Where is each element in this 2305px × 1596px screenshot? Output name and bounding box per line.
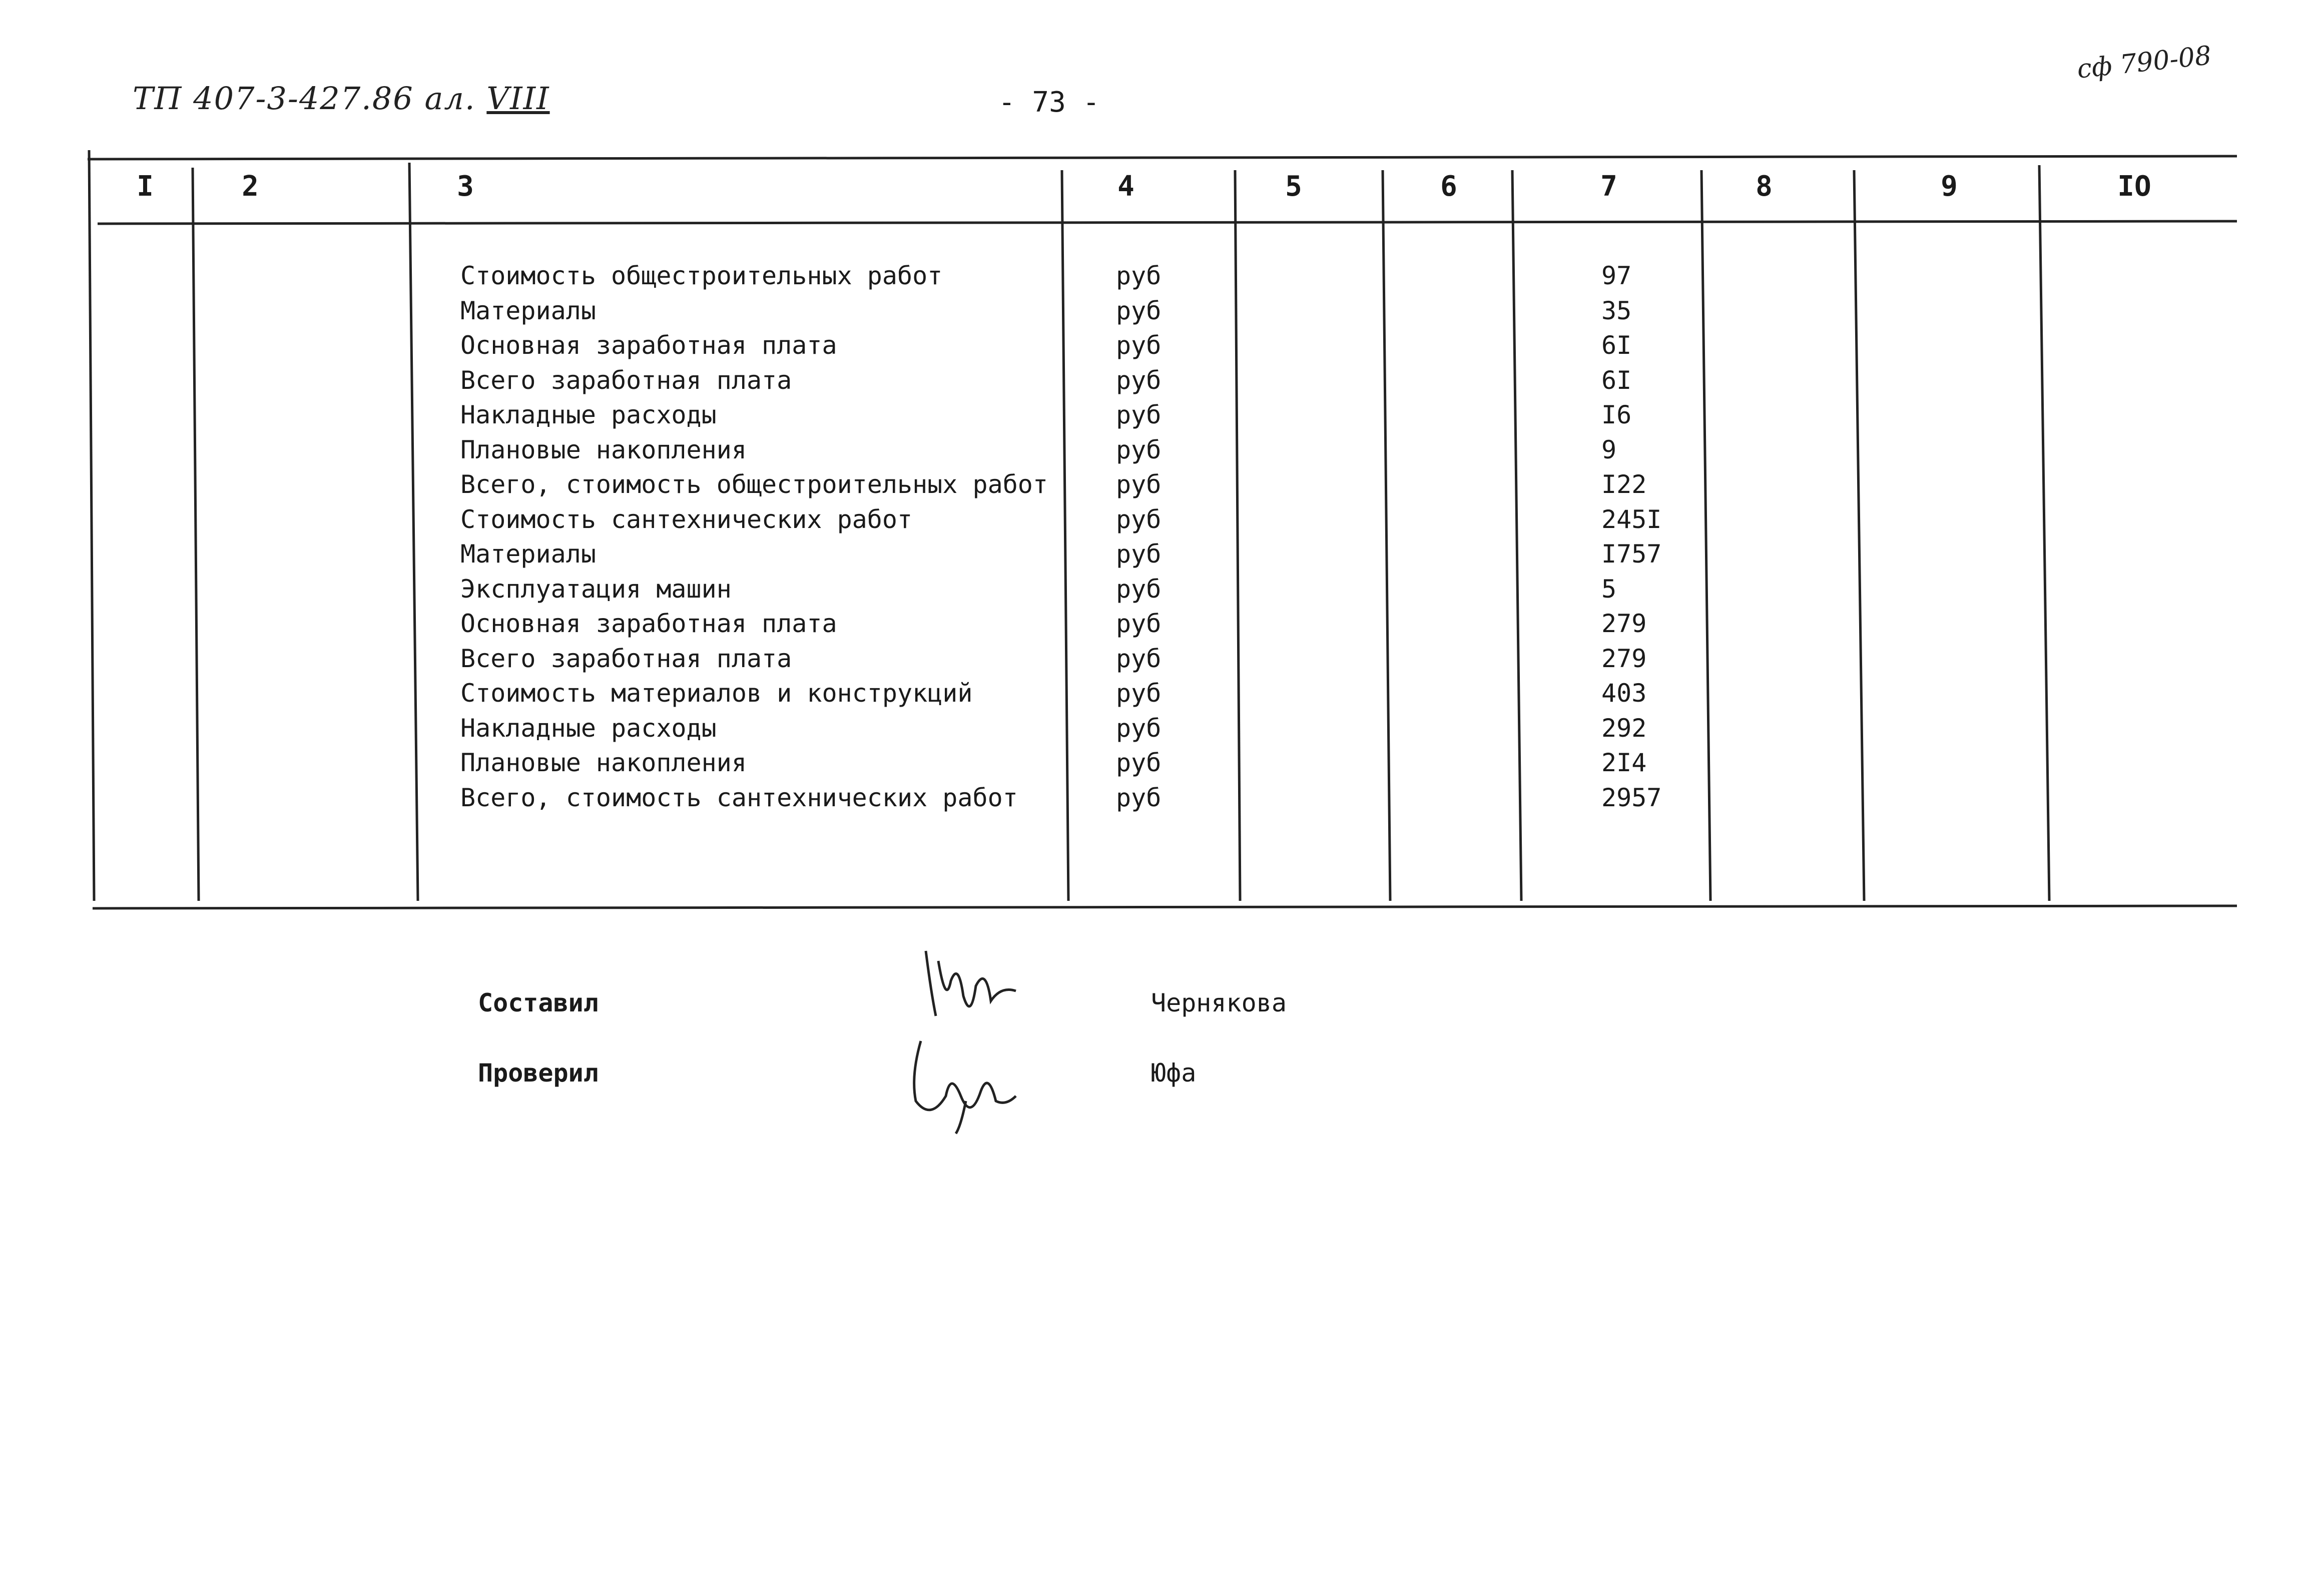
- document-code-roman: VIII: [486, 80, 550, 117]
- row-value: 279: [1601, 609, 1647, 638]
- row-unit: руб: [1116, 366, 1162, 395]
- column-header-8: 8: [1756, 170, 1773, 203]
- row-unit: руб: [1116, 748, 1162, 777]
- row-unit: руб: [1116, 609, 1162, 638]
- row-name: Основная заработная плата: [460, 609, 837, 638]
- column-divider-2: [409, 163, 418, 901]
- row-name: Накладные расходы: [460, 714, 717, 743]
- row-unit: руб: [1116, 679, 1162, 708]
- row-value: 403: [1601, 679, 1647, 708]
- table-left-border: [89, 150, 94, 901]
- compiled-by-name: Чернякова: [1151, 988, 1287, 1017]
- column-divider-1: [193, 168, 199, 901]
- column-header-5: 5: [1285, 170, 1302, 203]
- column-header-10: IO: [2117, 170, 2151, 203]
- row-unit: руб: [1116, 435, 1162, 464]
- column-header-1: I: [137, 170, 154, 203]
- column-divider-5: [1383, 170, 1390, 901]
- row-name: Основная заработная плата: [460, 331, 837, 360]
- compiler-signature: [916, 931, 1026, 1041]
- column-divider-4: [1235, 170, 1240, 901]
- row-unit: руб: [1116, 470, 1162, 499]
- checked-by-name: Юфа: [1151, 1058, 1197, 1088]
- column-header-4: 4: [1117, 170, 1134, 203]
- row-unit: руб: [1116, 296, 1162, 325]
- column-header-7: 7: [1600, 170, 1617, 203]
- table-bottom-border: [93, 906, 2237, 908]
- row-value: 6I: [1601, 366, 1632, 395]
- row-value: I6: [1601, 400, 1632, 429]
- row-value: 97: [1601, 261, 1632, 290]
- row-name: Стоимость сантехнических работ: [460, 505, 913, 534]
- row-unit: руб: [1116, 261, 1162, 290]
- row-value: 2I4: [1601, 748, 1647, 777]
- table-header-border: [98, 221, 2237, 224]
- column-header-6: 6: [1440, 170, 1457, 203]
- row-unit: руб: [1116, 505, 1162, 534]
- row-value: 245I: [1601, 505, 1662, 534]
- column-divider-9: [2039, 165, 2049, 901]
- row-value: 35: [1601, 296, 1632, 325]
- column-header-9: 9: [1941, 170, 1958, 203]
- row-value: I22: [1601, 470, 1647, 499]
- row-value: 5: [1601, 575, 1617, 604]
- row-name: Всего заработная плата: [460, 644, 792, 673]
- row-unit: руб: [1116, 783, 1162, 812]
- column-divider-7: [1701, 170, 1710, 901]
- row-unit: руб: [1116, 331, 1162, 360]
- row-name: Стоимость общестроительных работ: [460, 261, 943, 290]
- table-top-border: [88, 156, 2237, 159]
- row-unit: руб: [1116, 714, 1162, 743]
- row-unit: руб: [1116, 540, 1162, 569]
- row-unit: руб: [1116, 644, 1162, 673]
- document-code-main: ТП 407-3-427.86 ал.: [133, 80, 476, 117]
- row-value: 6I: [1601, 331, 1632, 360]
- column-header-3: 3: [457, 170, 474, 203]
- column-divider-3: [1062, 170, 1068, 901]
- row-value: 9: [1601, 435, 1617, 464]
- column-header-2: 2: [242, 170, 259, 203]
- row-name: Эксплуатация машин: [460, 575, 732, 604]
- row-value: I757: [1601, 540, 1662, 569]
- row-name: Всего, стоимость сантехнических работ: [460, 783, 1018, 812]
- row-name: Материалы: [460, 296, 596, 325]
- row-value: 279: [1601, 644, 1647, 673]
- row-name: Всего заработная плата: [460, 366, 792, 395]
- checked-by-label: Проверил: [478, 1058, 599, 1088]
- page-number: - 73 -: [998, 86, 1100, 119]
- row-value: 292: [1601, 714, 1647, 743]
- compiled-by-label: Составил: [478, 988, 599, 1017]
- row-name: Накладные расходы: [460, 400, 717, 429]
- row-name: Плановые накопления: [460, 435, 747, 464]
- row-name: Стоимость материалов и конструкций: [460, 679, 973, 708]
- archive-mark: сф 790-08: [2075, 41, 2213, 85]
- row-unit: руб: [1116, 400, 1162, 429]
- row-value: 2957: [1601, 783, 1662, 812]
- row-name: Всего, стоимость общестроительных работ: [460, 470, 1048, 499]
- row-unit: руб: [1116, 575, 1162, 604]
- row-name: Плановые накопления: [460, 748, 747, 777]
- checker-signature: [901, 1026, 1021, 1136]
- column-divider-8: [1854, 170, 1864, 901]
- row-name: Материалы: [460, 540, 596, 569]
- column-divider-6: [1512, 170, 1521, 901]
